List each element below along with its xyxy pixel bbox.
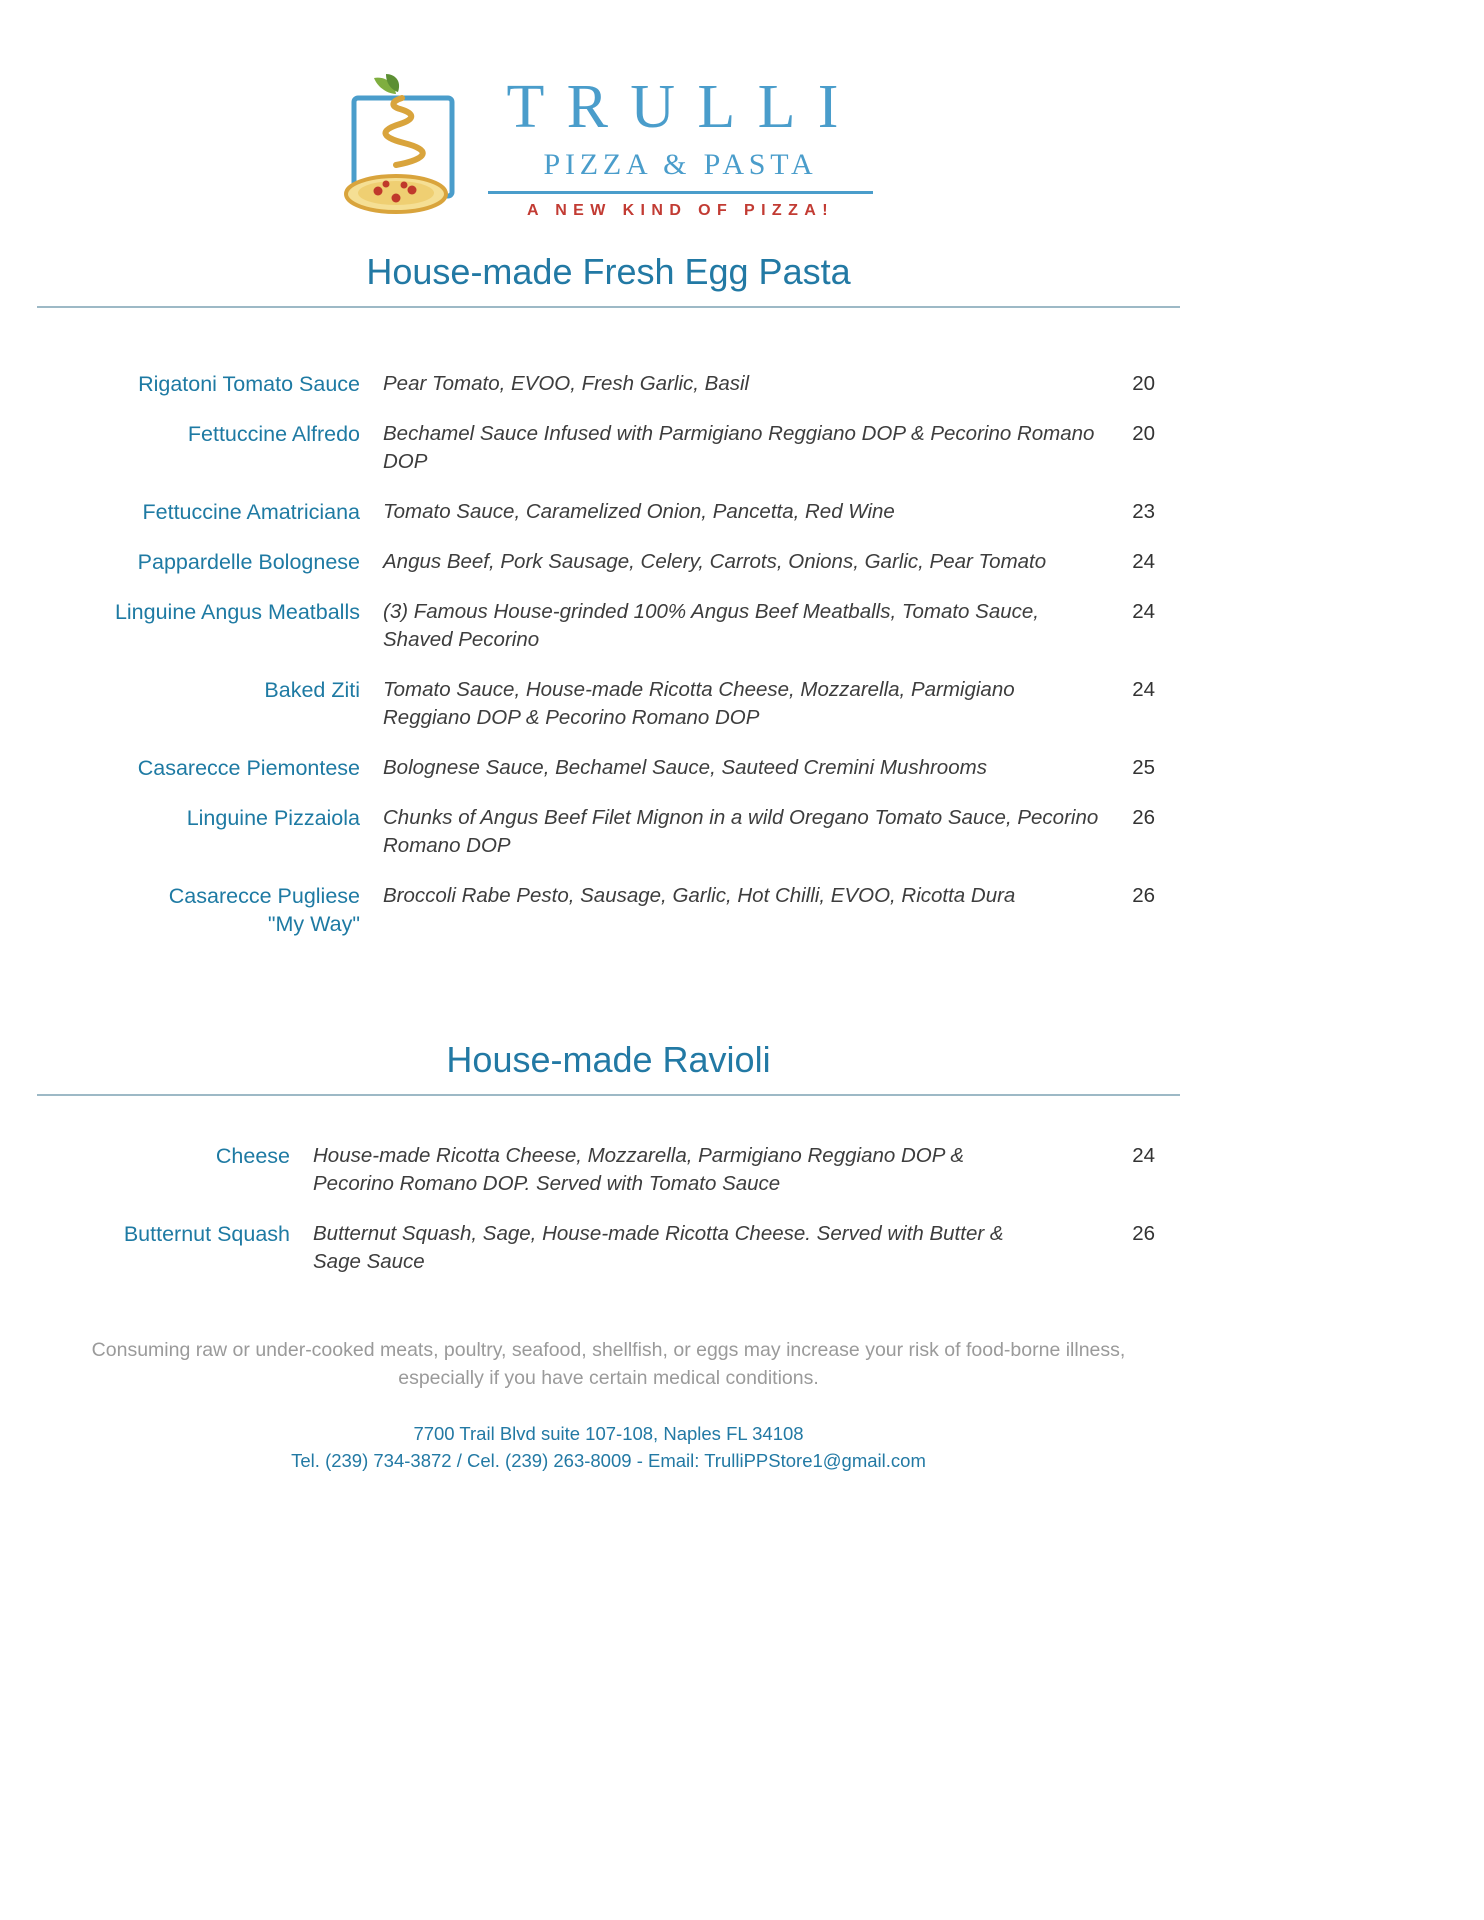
menu-content bbox=[37, 0, 1180, 1474]
item-name: Pappardelle Bolognese bbox=[137, 550, 360, 574]
address-line: 7700 Trail Blvd suite 107-108, Naples FL 34108 bbox=[413, 1423, 804, 1444]
item-name: Cheese bbox=[215, 1144, 290, 1168]
item-description: Bolognese Sauce, Bechamel Sauce, Sauteed Cremini Mushrooms bbox=[383, 756, 987, 779]
item-name: Butternut Squash bbox=[123, 1222, 290, 1246]
item-price: 23 bbox=[1132, 500, 1155, 523]
item-description: Pear Tomato, EVOO, Fresh Garlic, Basil bbox=[383, 372, 750, 395]
item-description: House-made Ricotta Cheese, Mozzarella, Parmigiano Reggiano DOP & Pecorino Romano DOP. Served with Tomato Sauce bbox=[313, 1144, 964, 1195]
item-description: Broccoli Rabe Pesto, Sausage, Garlic, Hot Chilli, EVOO, Ricotta Dura bbox=[383, 884, 1016, 907]
item-name: Casarecce Piemontese bbox=[137, 756, 360, 780]
disclaimer-line2: especially if you have certain medical conditions. bbox=[398, 1367, 819, 1389]
item-description: Tomato Sauce, Caramelized Onion, Pancetta, Red Wine bbox=[383, 500, 895, 523]
item-name: Linguine Pizzaiola bbox=[186, 806, 360, 830]
logo-divider bbox=[488, 191, 873, 194]
item-name: Baked Ziti bbox=[264, 678, 360, 702]
item-name: Linguine Angus Meatballs bbox=[114, 600, 360, 624]
item-price: 24 bbox=[1132, 1144, 1155, 1167]
item-name: Rigatoni Tomato Sauce bbox=[138, 372, 360, 396]
menu-item bbox=[37, 1142, 1155, 1198]
logo bbox=[37, 0, 1180, 220]
item-name: Fettuccine Alfredo bbox=[187, 422, 360, 446]
item-name-line1: Casarecce Pugliese bbox=[168, 884, 360, 908]
menu-list-pasta bbox=[37, 370, 1155, 938]
menu-item bbox=[37, 548, 1155, 576]
menu-item bbox=[37, 598, 1155, 654]
item-description: Bechamel Sauce Infused with Parmigiano Reggiano DOP & Pecorino Romano DOP bbox=[383, 422, 1095, 473]
item-price: 26 bbox=[1132, 1222, 1155, 1245]
contact-line: Tel. (239) 734-3872 / Cel. (239) 263-8009 - Email: TrulliPPStore1@gmail.com bbox=[291, 1450, 926, 1471]
section-divider bbox=[37, 1094, 1180, 1096]
menu-item bbox=[37, 370, 1155, 398]
item-price: 24 bbox=[1132, 678, 1155, 701]
item-name-line2: "My Way" bbox=[267, 912, 360, 936]
item-description: Butternut Squash, Sage, House-made Ricotta Cheese. Served with Butter & Sage Sauce bbox=[313, 1222, 1004, 1273]
menu-item bbox=[37, 420, 1155, 476]
item-name bbox=[37, 882, 360, 938]
item-name: Fettuccine Amatriciana bbox=[142, 500, 360, 524]
item-price: 20 bbox=[1132, 372, 1155, 395]
logo-tagline: A NEW KIND OF PIZZA! bbox=[527, 202, 834, 219]
section-title-pasta: House-made Fresh Egg Pasta bbox=[366, 251, 851, 292]
item-price: 24 bbox=[1132, 600, 1155, 623]
logo-text bbox=[488, 72, 873, 220]
item-price: 26 bbox=[1132, 884, 1155, 907]
item-price: 24 bbox=[1132, 550, 1155, 573]
logo-subtitle: PIZZA & PASTA bbox=[543, 148, 818, 181]
item-description: Chunks of Angus Beef Filet Mignon in a wild Oregano Tomato Sauce, Pecorino Romano DOP bbox=[383, 806, 1099, 857]
menu-item bbox=[37, 1220, 1155, 1276]
logo-brand: TRULLI bbox=[506, 73, 861, 141]
footer bbox=[37, 1336, 1180, 1474]
address-block bbox=[37, 1420, 1180, 1474]
menu-list-ravioli bbox=[37, 1142, 1155, 1276]
item-description: Tomato Sauce, House-made Ricotta Cheese, Mozzarella, Parmigiano Reggiano DOP & Pecorino Romano DOP bbox=[383, 678, 1015, 729]
disclaimer-line1: Consuming raw or under-cooked meats, poultry, seafood, shellfish, or eggs may increase your risk of food-borne illness, bbox=[91, 1339, 1126, 1361]
item-price: 26 bbox=[1132, 806, 1155, 829]
trulli-logo-icon bbox=[344, 72, 462, 220]
section-title-ravioli: House-made Ravioli bbox=[446, 1039, 771, 1080]
item-description: Angus Beef, Pork Sausage, Celery, Carrots, Onions, Garlic, Pear Tomato bbox=[383, 550, 1047, 573]
menu-item bbox=[37, 498, 1155, 526]
section-divider bbox=[37, 306, 1180, 308]
item-price: 25 bbox=[1132, 756, 1155, 779]
item-description: (3) Famous House-grinded 100% Angus Beef Meatballs, Tomato Sauce, Shaved Pecorino bbox=[383, 600, 1039, 651]
menu-item bbox=[37, 676, 1155, 732]
menu-item bbox=[37, 882, 1155, 938]
menu-item bbox=[37, 804, 1155, 860]
menu-item bbox=[37, 754, 1155, 782]
item-price: 20 bbox=[1132, 422, 1155, 445]
